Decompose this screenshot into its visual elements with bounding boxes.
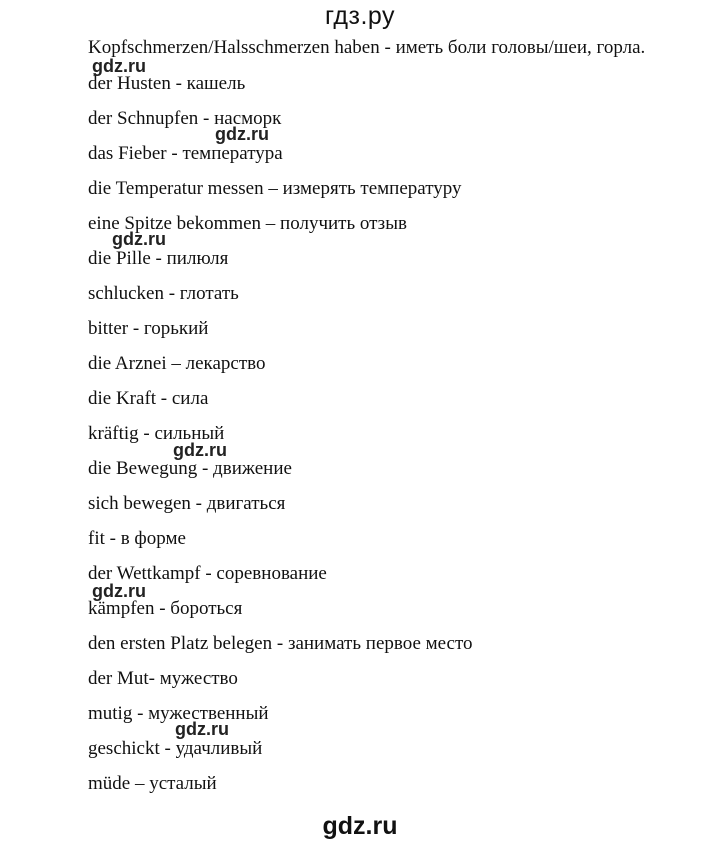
vocab-entry: müde – усталый [88,773,217,794]
watermark: gdz.ru [173,440,227,460]
vocab-entry: mutig - мужественный [88,703,269,724]
vocab-entry: der Wettkampf - соревнование [88,563,327,584]
vocab-entry: der Schnupfen - насморк [88,108,282,129]
vocab-entry: Kopfschmerzen/Halsschmerzen haben - иметь боли головы/шеи, горла. [88,37,646,58]
vocab-entry: eine Spitze bekommen – получить отзыв [88,213,407,234]
vocab-entry: bitter - горький [88,318,209,339]
vocab-entry: sich bewegen - двигаться [88,493,286,514]
page-header-title: гдз.ру [324,2,396,30]
page-footer-watermark: gdz.ru [322,812,398,840]
vocab-entry: die Pille - пилюля [88,248,229,269]
vocab-entry: kämpfen - бороться [88,598,243,619]
vocab-entry: die Arznei – лекарство [88,353,266,374]
vocab-entry: geschickt - удачливый [88,738,263,759]
vocab-entry: das Fieber - температура [88,143,283,164]
vocab-entry: die Bewegung - движение [88,458,292,479]
vocab-entry: den ersten Platz belegen - занимать первое место [88,633,473,654]
vocab-entry: die Kraft - сила [88,388,209,409]
vocab-entry: die Temperatur messen – измерять температуру [88,178,462,199]
vocab-entry: der Mut- мужество [88,668,238,689]
vocab-entry: fit - в форме [88,528,186,549]
watermark: gdz.ru [92,581,146,601]
vocab-entry: schlucken - глотать [88,283,239,304]
watermark: gdz.ru [175,719,229,739]
watermark: gdz.ru [215,124,269,144]
watermark: gdz.ru [112,229,166,249]
vocab-entry: kräftig - сильный [88,423,225,444]
vocab-entry: der Husten - кашель [88,73,246,94]
watermark: gdz.ru [92,56,146,76]
